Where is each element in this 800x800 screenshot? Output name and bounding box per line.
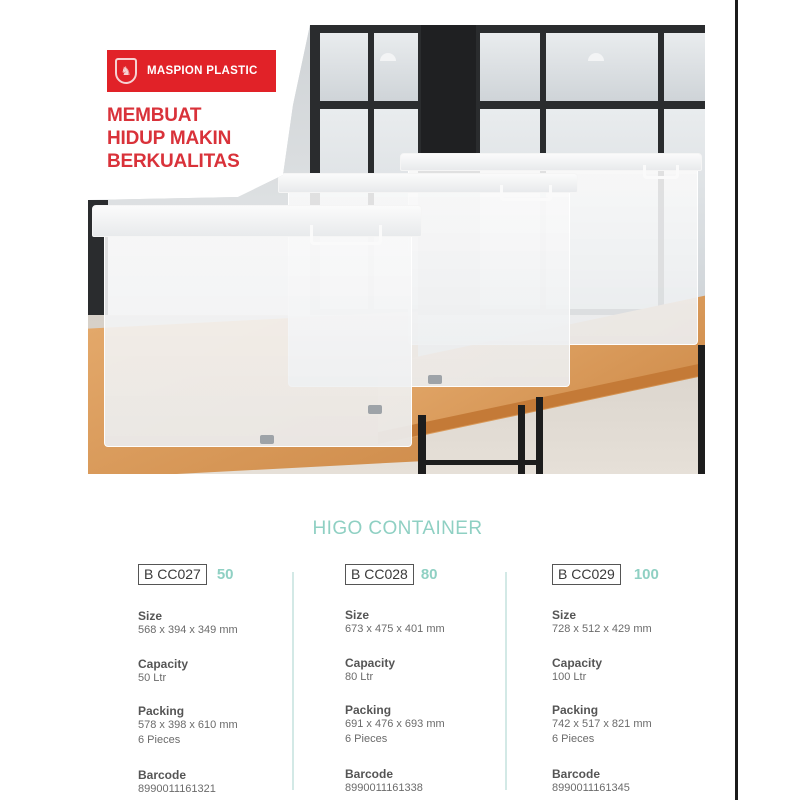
spec-barcode <box>138 768 298 797</box>
window-pane <box>374 33 418 101</box>
spec-packing <box>138 704 298 748</box>
container-handle <box>310 225 382 245</box>
capacity-badge: 100 <box>633 565 659 583</box>
brand-tagline <box>107 104 240 173</box>
variant-header <box>552 563 659 585</box>
spec-size <box>138 609 298 638</box>
variant-column-bcc029 <box>552 563 659 794</box>
spec-value: 673 x 475 x 401 mm <box>345 623 445 635</box>
brand-banner <box>107 50 276 92</box>
spec-value: 8990011161338 <box>345 782 423 794</box>
spec-value: 742 x 517 x 821 mm <box>552 718 652 730</box>
variant-code: B CC029 <box>552 564 621 585</box>
window-pane <box>320 33 368 101</box>
shield-crest-icon: ♞ <box>115 58 137 84</box>
spec-value: 6 Pieces <box>552 733 595 745</box>
variant-code: B CC028 <box>345 564 414 585</box>
column-divider <box>505 572 507 790</box>
spec-label: Barcode <box>345 767 394 781</box>
window-pane <box>664 33 705 101</box>
spec-label: Packing <box>552 703 599 717</box>
window-pane <box>480 33 540 101</box>
container-50 <box>104 225 412 447</box>
variant-code: B CC027 <box>138 564 207 585</box>
spec-value: 8990011161321 <box>138 783 216 795</box>
variant-column-bcc027 <box>138 563 238 795</box>
table-leg <box>418 415 426 474</box>
spec-label: Size <box>138 609 163 623</box>
variant-header <box>138 563 234 585</box>
window-pane <box>546 33 658 101</box>
spec-packing <box>552 703 712 747</box>
container-wheel <box>260 435 274 444</box>
spec-value: 6 Pieces <box>138 734 181 746</box>
container-wheel <box>428 375 442 384</box>
container-wheel <box>368 405 382 414</box>
spec-value: 80 Ltr <box>345 671 374 683</box>
spec-label: Barcode <box>552 767 601 781</box>
container-handle <box>500 185 552 201</box>
spec-value: 6 Pieces <box>345 733 388 745</box>
spec-label: Packing <box>138 704 185 718</box>
table-rail <box>418 460 538 465</box>
tagline-line-1: MEMBUAT <box>107 105 202 126</box>
spec-label: Size <box>552 608 577 622</box>
spec-label: Capacity <box>552 656 603 670</box>
page-edge-border <box>735 0 738 800</box>
variant-header <box>345 563 438 585</box>
spec-size <box>345 608 505 637</box>
spec-capacity <box>552 656 712 685</box>
tagline-line-3: BERKUALITAS <box>107 151 240 172</box>
spec-value: 728 x 512 x 429 mm <box>552 623 652 635</box>
brand-name: MASPION PLASTIC <box>147 65 258 77</box>
spec-barcode <box>345 767 505 796</box>
spec-value: 8990011161345 <box>552 782 630 794</box>
spec-label: Size <box>345 608 370 622</box>
spec-barcode <box>552 767 712 796</box>
spec-value: 578 x 398 x 610 mm <box>138 719 238 731</box>
spec-value: 100 Ltr <box>552 671 587 683</box>
spec-size <box>552 608 712 637</box>
product-photo <box>88 25 705 474</box>
spec-value: 691 x 476 x 693 mm <box>345 718 445 730</box>
capacity-badge: 80 <box>420 565 438 583</box>
table-leg <box>698 345 705 474</box>
variant-column-bcc028 <box>345 563 445 794</box>
spec-value: 568 x 394 x 349 mm <box>138 624 238 636</box>
container-handle <box>643 165 679 179</box>
tagline-line-2: HIDUP MAKIN <box>107 128 232 149</box>
spec-packing <box>345 703 505 747</box>
spec-capacity <box>138 657 298 686</box>
spec-value: 50 Ltr <box>138 672 167 684</box>
pillar <box>421 25 476 165</box>
spec-capacity <box>345 656 505 685</box>
product-title: HIGO CONTAINER <box>312 518 483 539</box>
spec-label: Barcode <box>138 768 187 782</box>
spec-label: Capacity <box>138 657 189 671</box>
spec-label: Capacity <box>345 656 396 670</box>
spec-label: Packing <box>345 703 392 717</box>
capacity-badge: 50 <box>216 565 234 583</box>
